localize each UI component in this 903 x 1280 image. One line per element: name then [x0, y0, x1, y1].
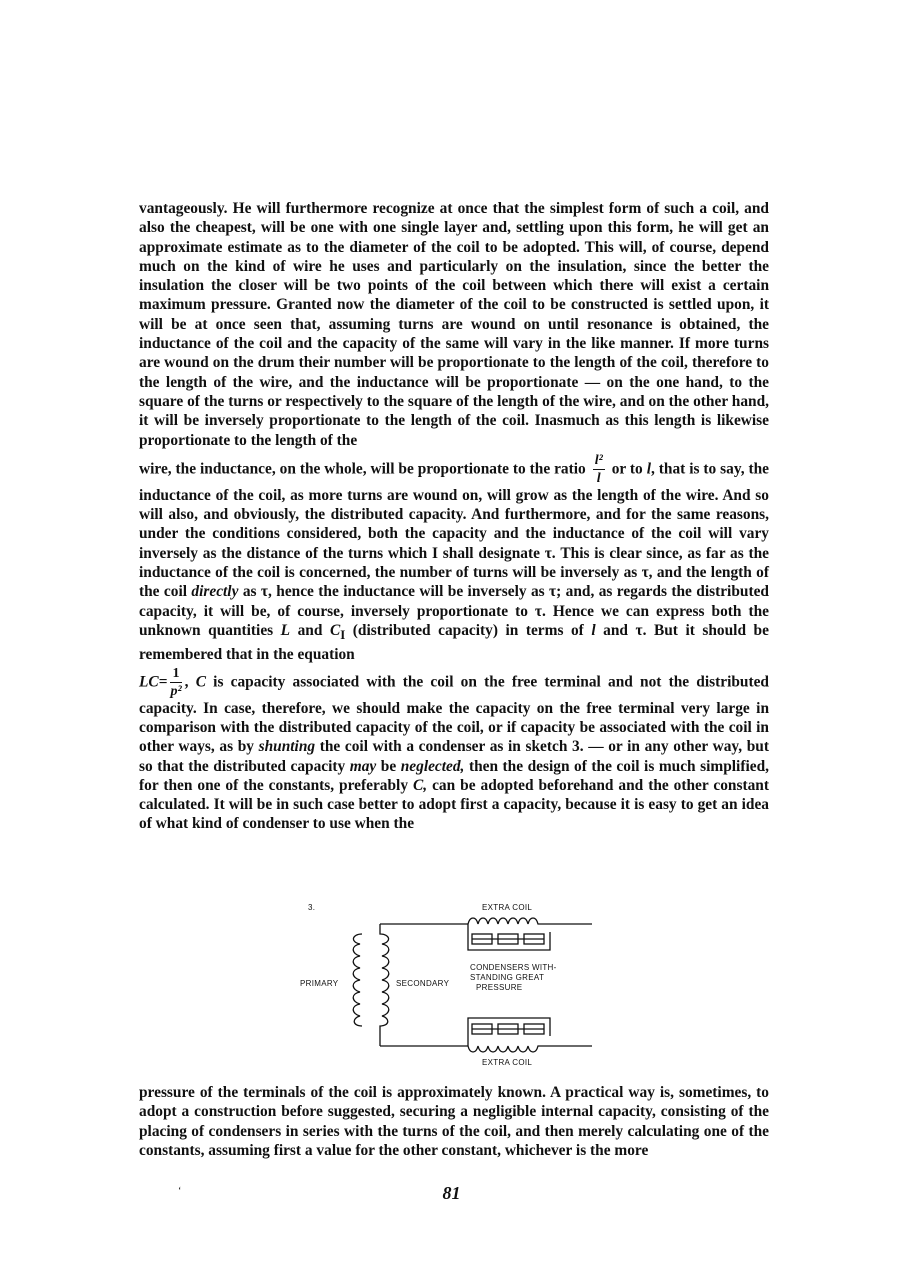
text-span: is capacity associated with the coil on the free terminal and not the distributed capacity. In case, therefore, we should make the capacity on the free terminal very large in comparison with the distributed capacity of the coil, or if capacity be associated with the coil in other ways, as by	[139, 673, 769, 756]
label-primary: PRIMARY	[300, 979, 339, 988]
emphasis-shunting: shunting	[258, 738, 316, 756]
variable-L: L	[280, 621, 291, 639]
circuit-diagram	[300, 898, 600, 1070]
text-span: can be adopted beforehand and the other constant calculated. It will be in such case better to adopt first a capacity, because it is easy to get an idea of what kind of condenser to use when the	[139, 776, 769, 833]
text-span: , that is to say, the inductance of the coil, as more turns are wound on, will grow as the length of the wire. And so will also, and obviously, the distributed capacity. And furthermore, and for the same reasons, under the conditions considered, both the capacity and the inductance of the coil will vary inversely as the distance of the turns which I shall designate τ. This is clear since, as far as the inductance of the coil is concerned, the number of turns will be inversely as τ, and the length of the coil	[139, 460, 770, 601]
condenser-top	[468, 924, 550, 950]
emphasis-may: may	[349, 757, 377, 775]
text-span: then the design of the coil is much simplified, for then one of the constants, preferably	[139, 757, 769, 794]
text-span: and τ. But it should be remembered that in the equation	[139, 621, 769, 664]
label-condensers-2: STANDING GREAT	[470, 973, 545, 982]
variable-l: l	[591, 621, 596, 639]
paragraph-3	[139, 667, 769, 834]
condenser-bottom	[468, 1018, 550, 1046]
label-extra-coil-top: EXTRA COIL	[482, 903, 533, 912]
text-span: or to	[611, 460, 643, 478]
primary-coil	[353, 934, 362, 1026]
text-span: wire, the inductance, on the whole, will be proportionate to the ratio	[139, 460, 586, 478]
main-text	[139, 199, 769, 834]
sketch-3-diagram	[300, 898, 600, 1070]
variable-C: C	[195, 673, 206, 691]
variable-C: C,	[413, 776, 428, 794]
paragraph-2	[139, 454, 769, 665]
text-span: (distributed capacity) in terms of	[352, 621, 584, 639]
text-after-figure	[139, 1083, 769, 1160]
extra-coil-bottom	[468, 1046, 592, 1052]
comma: ,	[184, 673, 189, 691]
fraction-numerator: l²	[594, 452, 603, 468]
paragraph-1: vantageously. He will furthermore recognize at once that the simplest form of such a coil, and also the cheapest, will be one with one single layer and, settling upon this form, he will get an approximate estimate as to the diameter of the coil to be adopted. This will, of course, depend much on the kind of wire he uses and particularly on the insulation, since the better the insulation the closer will be two points of the coil between which there will exist a certain maximum pressure. Granted now the diameter of the coil to be constructed is settled upon, it will be at once seen that, assuming turns are wound on until resonance is obtained, the inductance of the coil and the capacity of the same will vary in the like manner. If more turns are wound on the drum their number will be proportionate to the length of the coil, therefore to the length of the wire, and the inductance will be proportionate — on the one hand, to the square of the turns or respectively to the square of the length of the wire, and on the other hand, it will be inversely proportionate to the length of the coil. Inasmuch as this length is likewise proportionate to the length of the	[139, 200, 769, 449]
label-secondary: SECONDARY	[396, 979, 450, 988]
extra-coil-top	[468, 918, 592, 924]
subscript-I: I	[340, 628, 346, 643]
stray-mark: ʻ	[178, 1186, 182, 1197]
label-condensers-3: PRESSURE	[476, 983, 523, 992]
page-number: 81	[442, 1183, 461, 1203]
text-span: the coil with a condenser as in sketch 3. — or in any other way, but so that the distributed capacity	[139, 738, 769, 775]
text-span: and	[297, 621, 323, 639]
label-extra-coil-bottom: EXTRA COIL	[482, 1058, 533, 1067]
emphasis-directly: directly	[191, 583, 239, 601]
text-span: as τ, hence the inductance will be inversely as τ; and, as regards the distributed capacity, it will be, of course, inversely proportionate to τ. Hence we can express both the unknown quantities	[139, 583, 769, 639]
fraction-1-over-p2	[170, 667, 181, 699]
label-condensers-1: CONDENSERS WITH-	[470, 963, 557, 972]
variable-C: C	[329, 621, 341, 639]
variable-l: l	[646, 460, 651, 478]
emphasis-neglected: neglected,	[400, 757, 465, 775]
text-span: be	[380, 757, 397, 775]
sketch-number: 3.	[308, 903, 316, 912]
fraction-denominator: p²	[170, 683, 182, 699]
fraction-numerator: 1	[170, 667, 181, 683]
paragraph-4: pressure of the terminals of the coil is approximately known. A practical way is, sometimes, to adopt a construction before suggested, securing a negligible internal capacity, consisting of the placing of condensers in series with the turns of the coil, and then merely calculating one of the constants, assuming first a value for the other constant, whichever is the more	[139, 1084, 769, 1159]
fraction-l2-over-l	[593, 454, 605, 486]
fraction-denominator: l	[596, 470, 601, 486]
formula-lhs: LC=	[139, 673, 168, 691]
